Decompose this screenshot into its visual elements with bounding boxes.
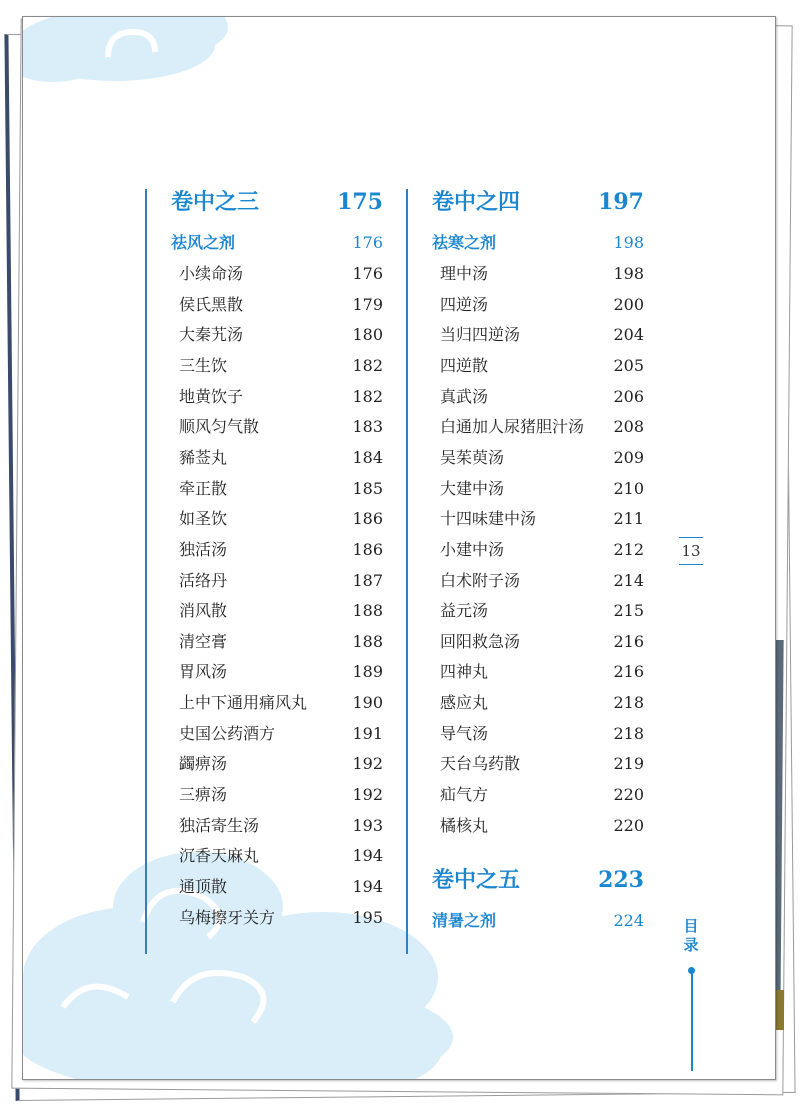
volume-heading[interactable]: 卷中之五 223 bbox=[432, 867, 644, 893]
toc-entry[interactable] bbox=[179, 754, 383, 774]
toc-entry[interactable] bbox=[440, 816, 644, 836]
toc-entry-title: 史国公药酒方 bbox=[179, 723, 276, 743]
toc-entry-page: 193 bbox=[352, 815, 383, 835]
toc-entry-title: 侯氏黑散 bbox=[179, 294, 244, 314]
toc-entry-page: 191 bbox=[352, 723, 383, 743]
toc-entry[interactable] bbox=[440, 509, 644, 529]
toc-column-left bbox=[145, 189, 387, 954]
toc-entry-title: 四逆散 bbox=[440, 355, 489, 375]
toc-entry-page: 179 bbox=[352, 294, 383, 314]
toc-entry-page: 185 bbox=[352, 478, 383, 498]
toc-entry-title: 感应丸 bbox=[440, 693, 489, 713]
toc-entry[interactable] bbox=[440, 632, 644, 652]
toc-entry-page: 176 bbox=[352, 264, 383, 283]
toc-entry-title: 独活汤 bbox=[179, 539, 228, 559]
toc-entry[interactable] bbox=[179, 908, 383, 928]
toc-entry[interactable] bbox=[440, 264, 644, 284]
toc-entry-title: 四神丸 bbox=[440, 662, 489, 682]
toc-entry-page: 214 bbox=[613, 570, 644, 590]
toc-entry[interactable] bbox=[440, 356, 644, 376]
toc-entry[interactable] bbox=[179, 877, 383, 897]
toc-entry-title: 胃风汤 bbox=[179, 662, 228, 682]
toc-entry-title: 回阳救急汤 bbox=[440, 631, 521, 651]
toc-entry-title: 乌梅擦牙关方 bbox=[179, 907, 276, 927]
toc-entry-title: 吴茱萸汤 bbox=[440, 447, 505, 467]
toc-entry-page: 180 bbox=[352, 325, 383, 345]
toc-entry-page: 204 bbox=[613, 325, 644, 345]
toc-entry-page: 209 bbox=[613, 447, 644, 467]
toc-entry-title: 活络丹 bbox=[179, 570, 228, 590]
toc-entry[interactable] bbox=[440, 724, 644, 744]
side-section-label: 目录 bbox=[683, 917, 699, 954]
toc-entry-page: 220 bbox=[613, 785, 644, 805]
toc-entry-title: 牵正散 bbox=[179, 478, 228, 498]
page-number: 13 bbox=[679, 537, 703, 565]
toc-entry-title: 益元汤 bbox=[440, 601, 489, 621]
toc-entry-title: 顺风匀气散 bbox=[179, 417, 260, 437]
toc-entry-page: 188 bbox=[352, 601, 383, 621]
toc-entry[interactable] bbox=[179, 448, 383, 468]
volume-heading[interactable]: 卷中之三 175 bbox=[171, 189, 383, 215]
side-marker-line bbox=[691, 973, 693, 1071]
toc-entry[interactable] bbox=[440, 295, 644, 315]
toc-entry-page: 194 bbox=[352, 846, 383, 866]
toc-entry[interactable] bbox=[179, 264, 383, 284]
toc-entry-page: 212 bbox=[613, 539, 644, 559]
toc-entry-title: 白通加人尿猪胆汁汤 bbox=[440, 417, 585, 437]
toc-entry-title: 真武汤 bbox=[440, 386, 489, 406]
toc-entry[interactable] bbox=[440, 571, 644, 591]
toc-entry[interactable] bbox=[179, 417, 383, 437]
section-heading[interactable]: 祛风之剂 176 bbox=[171, 233, 383, 252]
toc-entry[interactable] bbox=[440, 417, 644, 437]
toc-entry-page: 195 bbox=[352, 907, 383, 927]
section-heading[interactable]: 清暑之剂 224 bbox=[432, 911, 644, 930]
toc-entry-title: 天台乌药散 bbox=[440, 754, 521, 774]
toc-entry[interactable] bbox=[179, 601, 383, 621]
toc-entry-page: 182 bbox=[352, 355, 383, 375]
toc-entry-title: 橘核丸 bbox=[440, 815, 489, 835]
toc-entry-title: 白术附子汤 bbox=[440, 570, 521, 590]
toc-entry-page: 190 bbox=[352, 693, 383, 713]
toc-entry[interactable] bbox=[179, 662, 383, 682]
toc-entry-title: 大建中汤 bbox=[440, 478, 505, 498]
toc-entry-title: 独活寄生汤 bbox=[179, 815, 260, 835]
toc-entry-page: 208 bbox=[613, 417, 644, 437]
toc-entry[interactable] bbox=[179, 632, 383, 652]
toc-entry-page: 218 bbox=[613, 723, 644, 743]
toc-entry-page: 216 bbox=[613, 662, 644, 682]
toc-entry[interactable] bbox=[440, 448, 644, 468]
toc-entry[interactable] bbox=[179, 724, 383, 744]
toc-entry-title: 十四味建中汤 bbox=[440, 509, 537, 529]
section-heading[interactable]: 祛寒之剂 198 bbox=[432, 233, 644, 252]
toc-entry[interactable] bbox=[179, 846, 383, 866]
toc-entry-page: 218 bbox=[613, 693, 644, 713]
toc-entry[interactable] bbox=[440, 662, 644, 682]
toc-entry-title: 大秦艽汤 bbox=[179, 325, 244, 345]
toc-entry[interactable] bbox=[440, 785, 644, 805]
volume-heading[interactable]: 卷中之四 197 bbox=[432, 189, 644, 215]
toc-entry[interactable] bbox=[179, 540, 383, 560]
toc-entry-page: 182 bbox=[352, 386, 383, 406]
toc-entry-page: 186 bbox=[352, 539, 383, 559]
toc-entry-title: 理中汤 bbox=[440, 264, 489, 283]
toc-page bbox=[22, 16, 776, 1080]
toc-entry-page: 192 bbox=[352, 785, 383, 805]
toc-entry-title: 蠲痹汤 bbox=[179, 754, 228, 774]
toc-entry-page: 198 bbox=[613, 264, 644, 283]
toc-entry[interactable] bbox=[440, 693, 644, 713]
toc-entry-page: 215 bbox=[613, 601, 644, 621]
toc-entry-page: 194 bbox=[352, 877, 383, 896]
toc-entry[interactable] bbox=[440, 479, 644, 499]
toc-entry-page: 200 bbox=[613, 294, 644, 314]
toc-entry-title: 上中下通用痛风丸 bbox=[179, 693, 308, 713]
toc-entry-page: 210 bbox=[613, 478, 644, 498]
toc-entry[interactable] bbox=[440, 540, 644, 560]
toc-entry-title: 如圣饮 bbox=[179, 509, 228, 529]
toc-entry-title: 四逆汤 bbox=[440, 294, 489, 314]
toc-entry-title: 通顶散 bbox=[179, 877, 228, 896]
toc-entry-page: 206 bbox=[613, 386, 644, 406]
toc-entry-page: 211 bbox=[613, 509, 644, 529]
toc-entry[interactable] bbox=[179, 325, 383, 345]
toc-entry-page: 183 bbox=[352, 417, 383, 437]
toc-entry[interactable] bbox=[179, 693, 383, 713]
toc-entry-page: 189 bbox=[352, 662, 383, 682]
toc-entry-title: 豨莶丸 bbox=[179, 447, 228, 467]
toc-entry[interactable] bbox=[179, 509, 383, 529]
toc-entry-title: 沉香天麻丸 bbox=[179, 846, 260, 866]
toc-entry-title: 疝气方 bbox=[440, 785, 489, 805]
toc-entry-title: 导气汤 bbox=[440, 723, 489, 743]
toc-entry-page: 186 bbox=[352, 509, 383, 529]
toc-entry[interactable] bbox=[440, 325, 644, 345]
toc-entry-page: 187 bbox=[352, 570, 383, 590]
toc-entry[interactable] bbox=[179, 571, 383, 591]
toc-entry-page: 205 bbox=[613, 355, 644, 375]
toc-entry-page: 192 bbox=[352, 754, 383, 774]
toc-entry[interactable] bbox=[440, 754, 644, 774]
toc-column-right bbox=[406, 189, 648, 954]
toc-entry[interactable] bbox=[440, 387, 644, 407]
toc-entry[interactable] bbox=[179, 479, 383, 499]
cloud-decoration-icon bbox=[23, 17, 775, 1079]
toc-entry[interactable] bbox=[179, 387, 383, 407]
toc-entry-page: 184 bbox=[352, 447, 383, 467]
toc-entry-title: 三痹汤 bbox=[179, 785, 228, 805]
toc-entry[interactable] bbox=[440, 601, 644, 621]
toc-entry-title: 清空膏 bbox=[179, 631, 228, 651]
toc-entry-page: 216 bbox=[613, 631, 644, 651]
toc-entry-title: 小建中汤 bbox=[440, 539, 505, 559]
toc-entry[interactable] bbox=[179, 356, 383, 376]
toc-entry-title: 地黄饮子 bbox=[179, 386, 244, 406]
toc-entry-page: 188 bbox=[352, 631, 383, 651]
toc-entry[interactable] bbox=[179, 785, 383, 805]
toc-entry-title: 三生饮 bbox=[179, 355, 228, 375]
toc-entry-page: 219 bbox=[613, 754, 644, 774]
toc-entry-title: 消风散 bbox=[179, 601, 228, 621]
toc-entry-title: 当归四逆汤 bbox=[440, 325, 521, 345]
toc-entry[interactable] bbox=[179, 295, 383, 315]
toc-entry[interactable] bbox=[179, 816, 383, 836]
toc-entry-title: 小续命汤 bbox=[179, 264, 244, 283]
toc-entry-page: 220 bbox=[613, 815, 644, 835]
